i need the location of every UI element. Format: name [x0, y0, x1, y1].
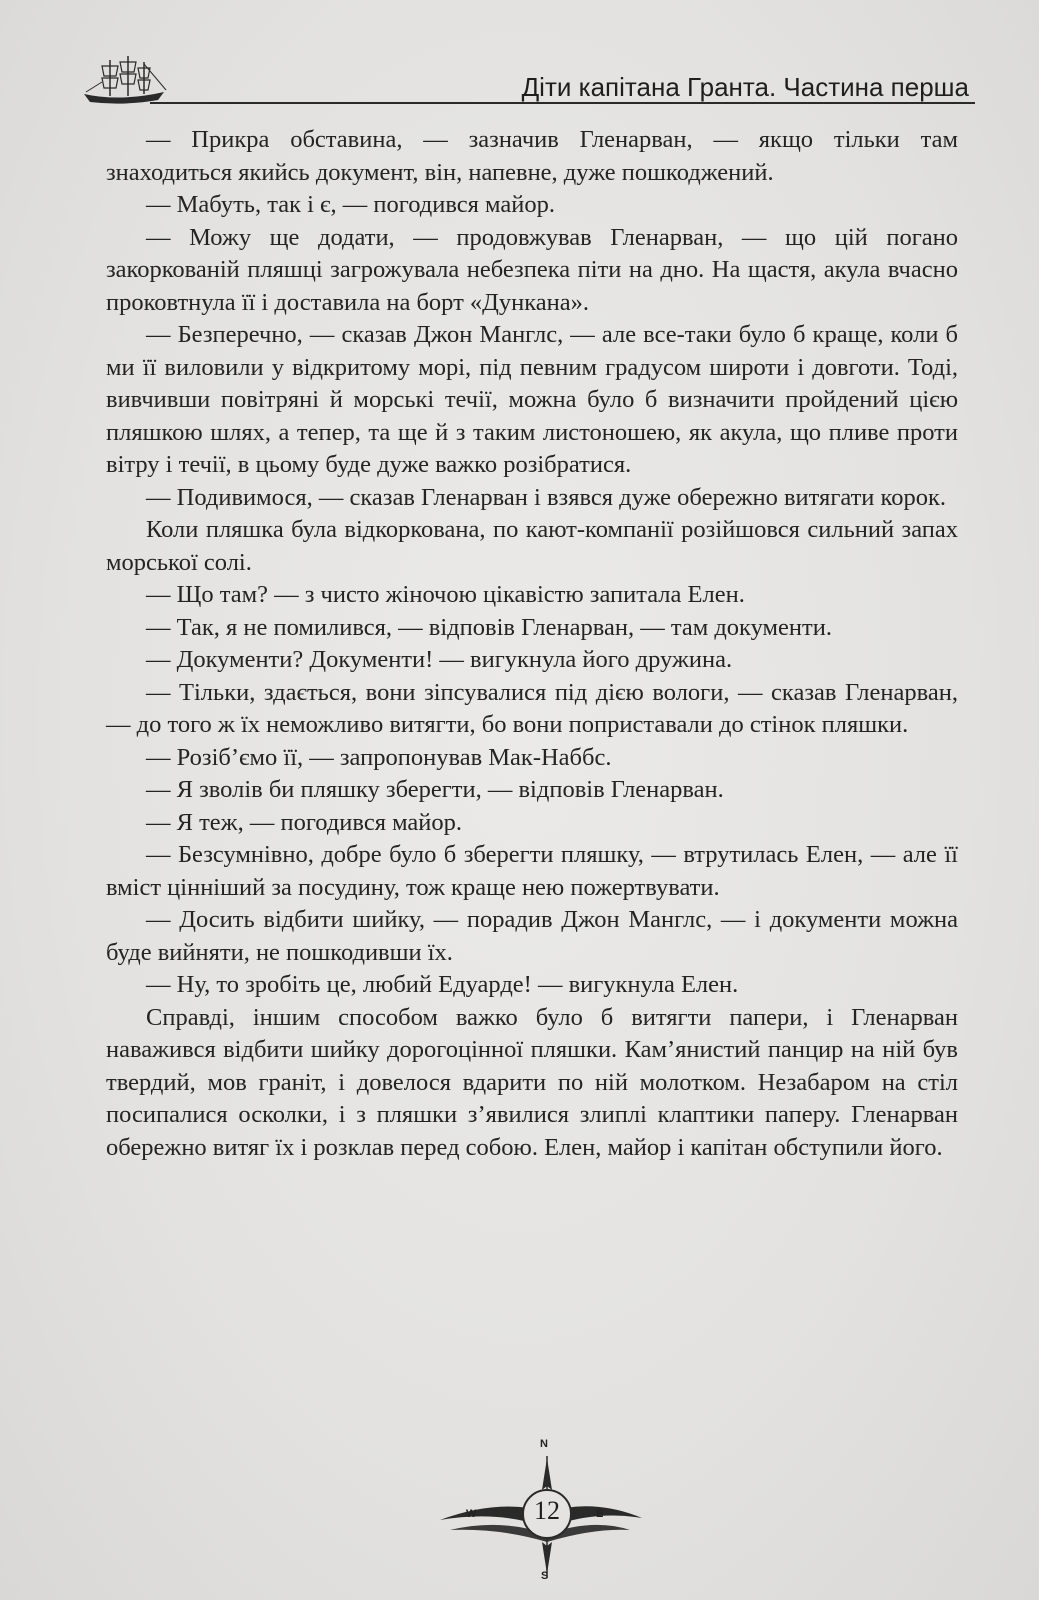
paragraph: — Безсумнівно, добре було б зберегти пляшку, — втрутилась Елен, — але її вміст цінніший за посудину, тож краще нею пожертвувати. — [106, 841, 958, 901]
page-footer — [430, 1438, 650, 1588]
running-header-title: Діти капітана Гранта. Частина перша — [521, 72, 969, 102]
running-header — [80, 52, 975, 108]
paragraph: — Безперечно, — сказав Джон Манглс, — але все-таки було б краще, коли б ми її виловили у відкритому морі, під певним градусом широти і довготи. Тоді, вивчивши повітряні й морські течії, можна було б визначити пройдений цією пляшкою шлях, а тепер, та ще й з таким листоношею, як акула, що пливе проти вітру і течії, в цьому буде дуже важко розібратися. — [106, 321, 958, 478]
paragraph: — Тільки, здається, вони зіпсувалися під дією вологи, — сказав Гленарван, — до того ж їх неможливо витягти, бо вони поприставали до стінок пляшки. — [106, 678, 958, 738]
paragraph: — Можу ще додати, — продовжував Гленарван, — що цій погано закоркованій пляшці загрожувала небезпека піти на дно. На щастя, акула вчасно проковтнула її і доставила на борт «Дункана». — [106, 223, 958, 316]
paragraph: — Досить відбити шийку, — порадив Джон Манглс, — і документи можна буде вийняти, не пошкодивши їх. — [106, 906, 958, 966]
compass-west-label: W — [466, 1508, 477, 1520]
ship-icon — [80, 52, 170, 108]
paragraph: — Прикра обставина, — зазначив Гленарван, — якщо тільки там знаходиться якийсь документ, він, напевне, дуже пошкоджений. — [106, 126, 958, 186]
compass-north-label: N — [540, 1438, 548, 1450]
paragraph: — Подивимося, — сказав Гленарван і взявся дуже обережно витягати корок. — [146, 483, 946, 511]
paragraph: — Ну, то зробіть це, любий Едуарде! — вигукнула Елен. — [146, 971, 739, 998]
paragraph: — Що там? — з чисто жіночою цікавістю запитала Елен. — [146, 581, 745, 608]
paragraph: Коли пляшка була відкоркована, по кают-компанії розійшовся сильний запах морської солі. — [106, 516, 958, 576]
header-rule — [150, 102, 975, 104]
paragraph: — Мабуть, так і є, — погодився майор. — [146, 191, 555, 218]
paragraph: — Документи? Документи! — вигукнула його дружина. — [146, 646, 733, 673]
compass-south-label: S — [541, 1570, 549, 1582]
page-number: 12 — [534, 1496, 560, 1525]
compass-east-label: E — [596, 1508, 604, 1520]
paragraph: — Я теж, — погодився майор. — [146, 808, 463, 836]
paragraph: — Так, я не помилився, — відповів Гленарван, — там документи. — [146, 613, 832, 641]
paragraph: Справді, іншим способом важко було б витягти папери, і Гленарван наважився відбити шийку дорогоцінної пляшки. Кам’янистий панцир на ній був твердий, мов граніт, і довелося вдарити по ній молотком. Незабаром на стіл посипалися осколки, і з пляшки з’явилися злиплі клаптики паперу. Гленарван обережно витяг їх і розклав перед собою. Елен, майор і капітан обступили його. — [106, 1003, 958, 1161]
paragraph: — Розіб’ємо її, — запропонував Мак-Наббс. — [146, 743, 612, 771]
paragraph: — Я зволів би пляшку зберегти, — відповів Гленарван. — [146, 776, 724, 803]
body-text — [106, 124, 958, 1164]
